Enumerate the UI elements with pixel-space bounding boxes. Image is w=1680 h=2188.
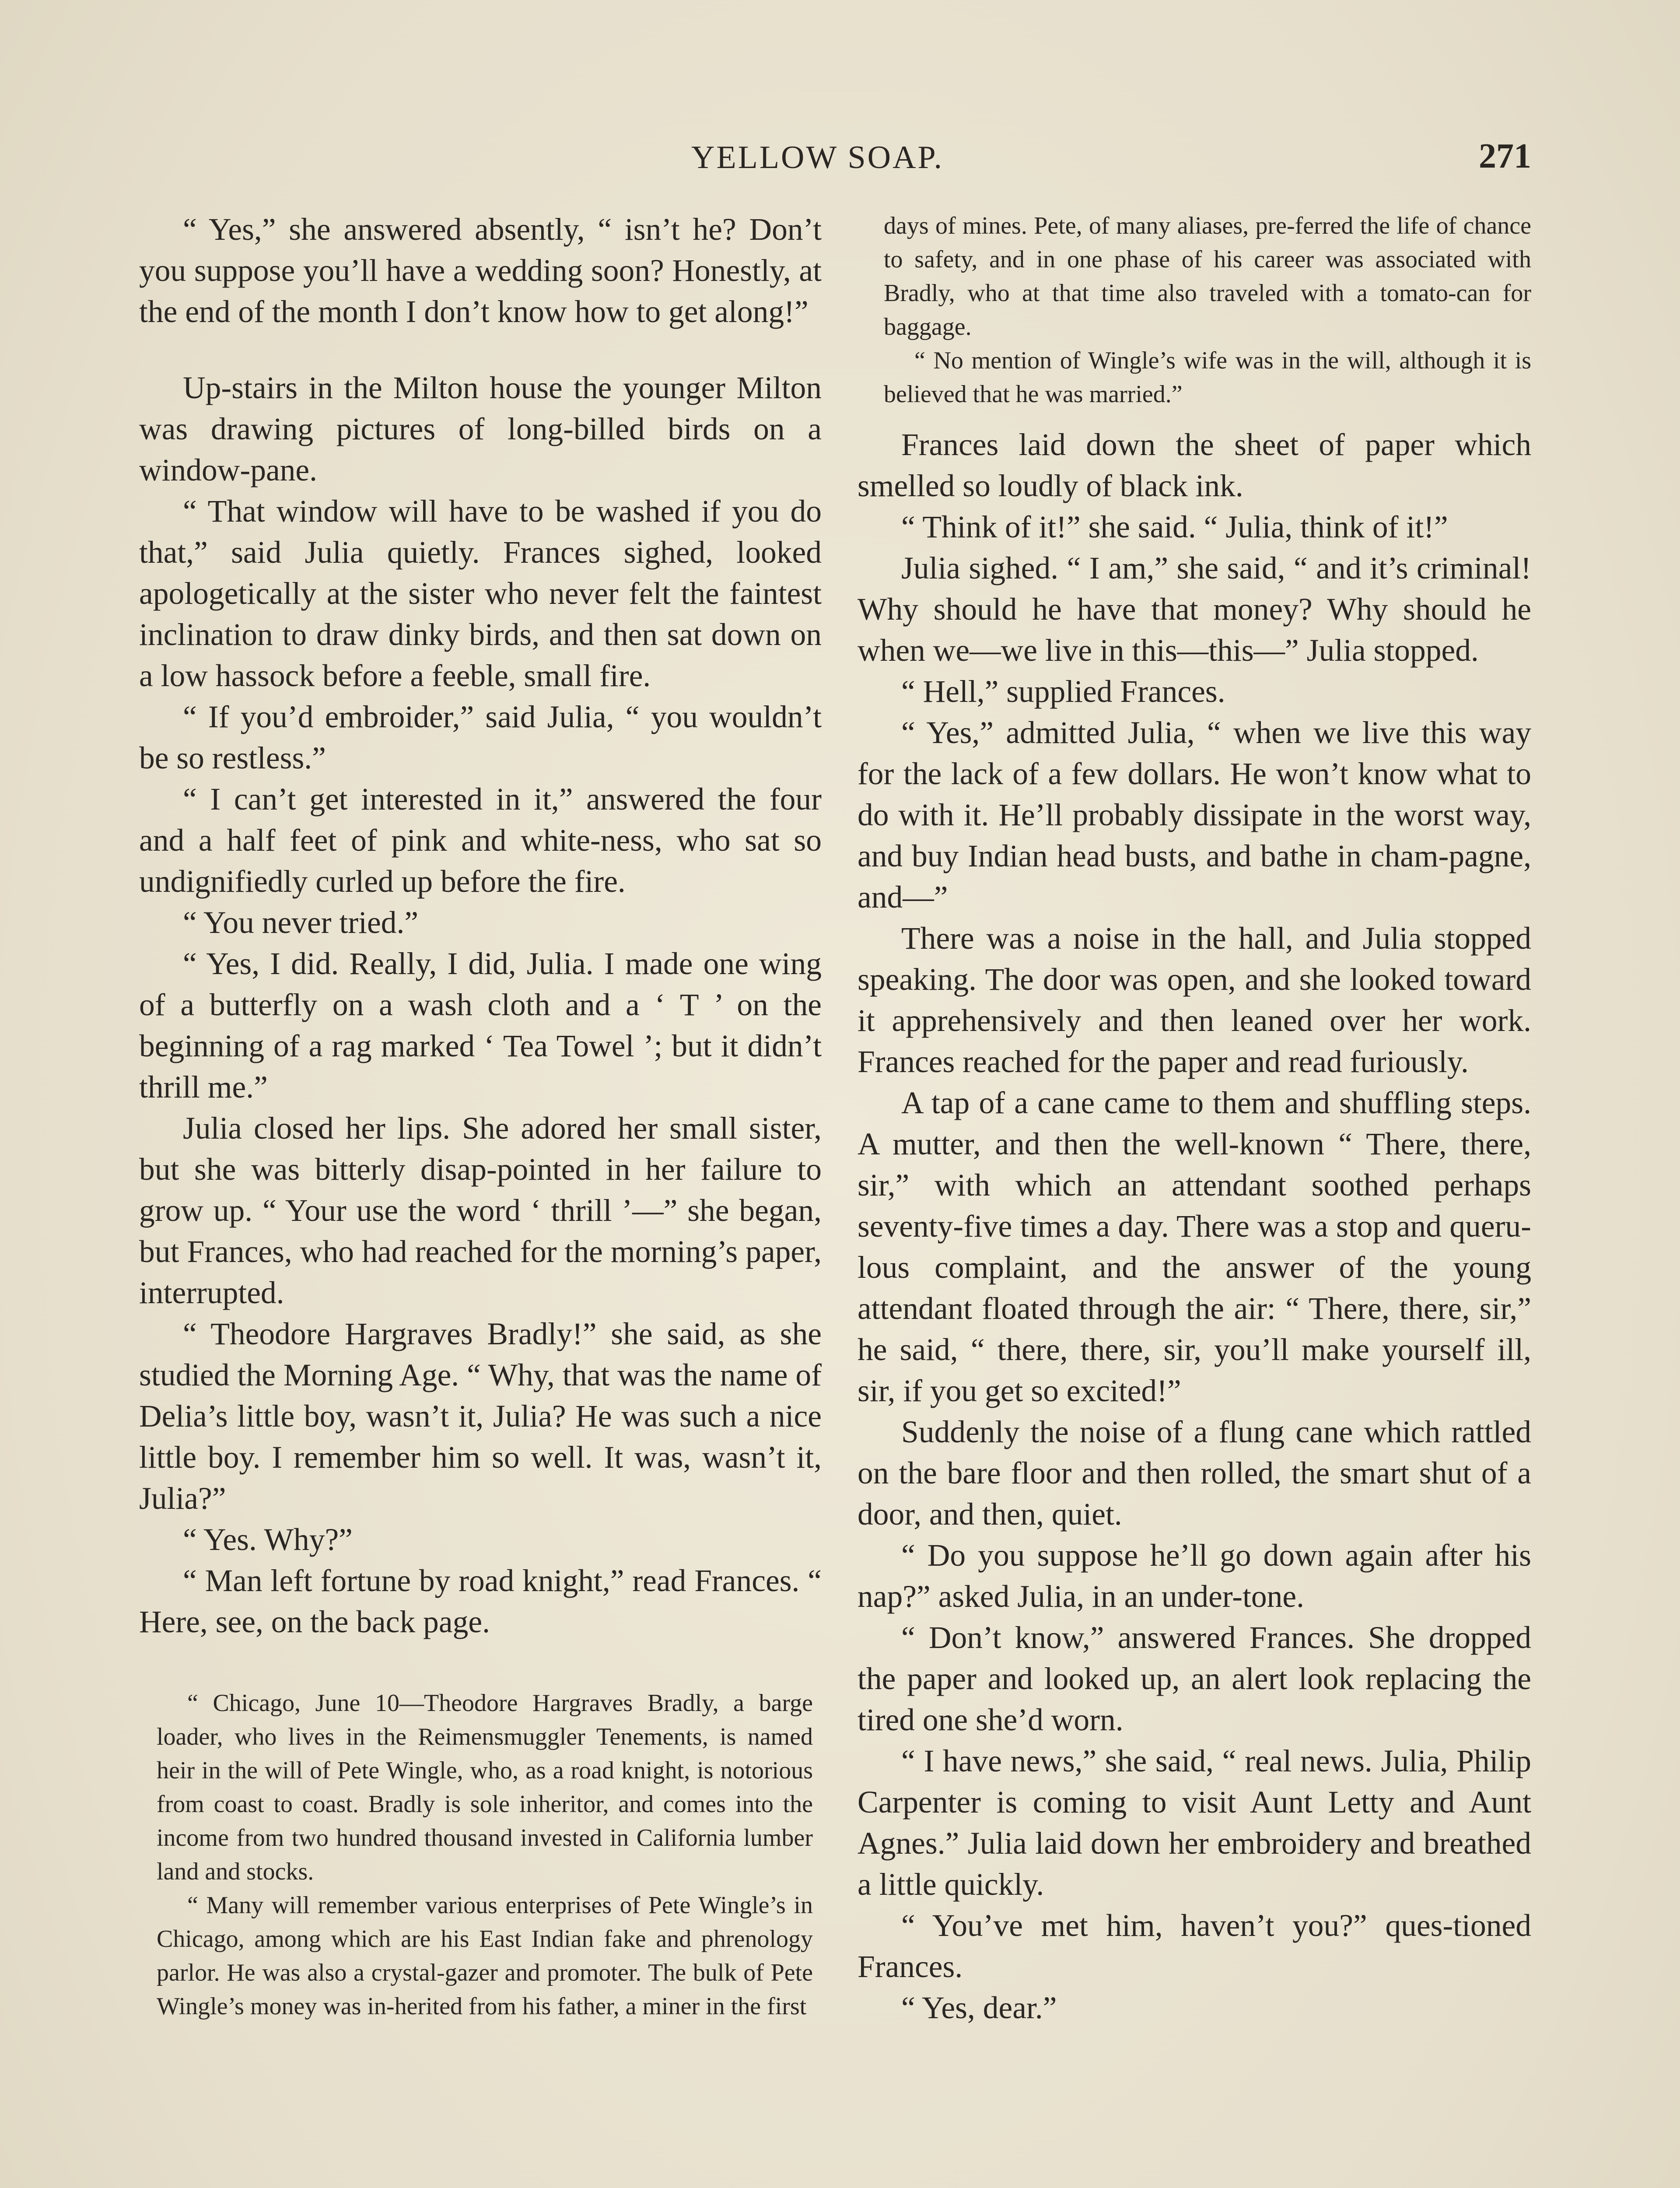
paragraph: A tap of a cane came to them and shuffling steps. A mutter, and then the well-known “ There, there, sir,” with which an attendant soothed perhaps seventy-five times a day. There was a stop and queru-lous complaint, and the answer of the young attendant floated through the air: “ There, there, sir,” he said, “ there, there, sir, you’ll make yourself ill, sir, if you get so excited!”: [858, 1086, 1531, 1408]
paragraph: “ I can’t get interested in it,” answered the four and a half feet of pink and white-ness, who sat so undignifiedly curled up before the fire.: [139, 782, 822, 899]
newspaper-quote-continued: [884, 209, 1531, 411]
paragraph: “ Theodore Hargraves Bradly!” she said, as she studied the Morning Age. “ Why, that was the name of Delia’s little boy, wasn’t it, Julia? He was such a nice little boy. I remember him so well. It was, wasn’t it, Julia?”: [139, 1317, 822, 1516]
paragraph: “ You’ve met him, haven’t you?” ques-tioned Frances.: [858, 1908, 1531, 1984]
quote-paragraph: “ Many will remember various enterprises of Pete Wingle’s in Chicago, among which are his East Indian fake and phrenology parlor. He was also a crystal-gazer and promoter. The bulk of Pete Wingle’s money was in-herited from his father, a miner in the first: [157, 1892, 813, 2020]
paragraph: Frances laid down the sheet of paper which smelled so loudly of black ink.: [858, 428, 1531, 503]
paragraph: “ Do you suppose he’ll go down again after his nap?” asked Julia, in an under-tone.: [858, 1538, 1531, 1614]
quote-paragraph: “ Chicago, June 10—Theodore Hargraves Bradly, a barge loader, who lives in the Reimensmuggler Tenements, is named heir in the will of Pete Wingle, who, as a road knight, is notorious from coast to coast. Bradly is sole inheritor, and comes into the income from two hundred thousand invested in California lumber land and stocks.: [157, 1690, 813, 1885]
paragraph: “ Don’t know,” answered Frances. She dropped the paper and looked up, an alert look replacing the tired one she’d worn.: [858, 1620, 1531, 1737]
paragraph: Julia closed her lips. She adored her small sister, but she was bitterly disap-pointed in her failure to grow up. “ Your use the word ‘ thrill ’—” she began, but Frances, who had reached for the morning’s paper, interrupted.: [139, 1111, 822, 1310]
paragraph: “ Yes. Why?”: [183, 1522, 353, 1557]
paragraph: “ Yes, dear.”: [901, 1991, 1057, 2025]
paragraph: “ Man left fortune by road knight,” read Frances. “ Here, see, on the back page.: [139, 1564, 822, 1639]
paragraph: “ You never tried.”: [183, 905, 419, 940]
newspaper-quote: [157, 1687, 813, 2023]
paragraph: There was a noise in the hall, and Julia stopped speaking. The door was open, and she looked toward it apprehensively and then leaned over her work. Frances reached for the paper and read furiously.: [858, 921, 1531, 1079]
paragraph: “ I have news,” she said, “ real news. Julia, Philip Carpenter is coming to visit Aunt Letty and Aunt Agnes.” Julia laid down her embroidery and breathed a little quickly.: [858, 1744, 1531, 1902]
paragraph: “ Yes,” admitted Julia, “ when we live this way for the lack of a few dollars. He won’t know what to do with it. He’ll probably dissipate in the worst way, and buy Indian head busts, and bathe in cham-pagne, and—”: [858, 715, 1531, 915]
quote-paragraph: “ No mention of Wingle’s wife was in the will, although it is believed that he was married.”: [884, 347, 1531, 408]
paragraph: Up-stairs in the Milton house the younger Milton was drawing pictures of long-billed birds on a window-pane.: [139, 371, 822, 487]
running-title: YELLOW SOAP.: [691, 140, 944, 175]
paragraph: Julia sighed. “ I am,” she said, “ and it’s criminal! Why should he have that money? Why should he when we—we live in this—this—” Julia stopped.: [858, 551, 1531, 668]
paragraph: “ Hell,” supplied Frances.: [901, 674, 1225, 709]
paragraph: “ If you’d embroider,” said Julia, “ you wouldn’t be so restless.”: [139, 700, 822, 775]
paragraph: “ That window will have to be washed if you do that,” said Julia quietly. Frances sighed, looked apologetically at the sister who never felt the faintest inclination to draw dinky birds, and then sat down on a low hassock before a feeble, small fire.: [139, 494, 822, 693]
paragraph: “ Yes,” she answered absently, “ isn’t he? Don’t you suppose you’ll have a wedding soon? Honestly, at the end of the month I don’t know how to get along!”: [139, 212, 822, 329]
right-column: [858, 209, 1531, 2029]
paragraph: “ Think of it!” she said. “ Julia, think of it!”: [901, 510, 1448, 544]
page-number: 271: [1479, 137, 1531, 175]
quote-paragraph: days of mines. Pete, of many aliases, pre-ferred the life of chance to safety, and in one phase of his career was associated with Bradly, who at that time also traveled with a tomato-can for baggage.: [884, 212, 1531, 340]
paragraph: “ Yes, I did. Really, I did, Julia. I made one wing of a butterfly on a wash cloth and a ‘ T ’ on the beginning of a rag marked ‘ Tea Towel ’; but it didn’t thrill me.”: [139, 947, 822, 1105]
paragraph: Suddenly the noise of a flung cane which rattled on the bare floor and then rolled, the smart shut of a door, and then, quiet.: [858, 1415, 1531, 1532]
left-column: [139, 209, 822, 2023]
page-header: [691, 139, 1531, 187]
